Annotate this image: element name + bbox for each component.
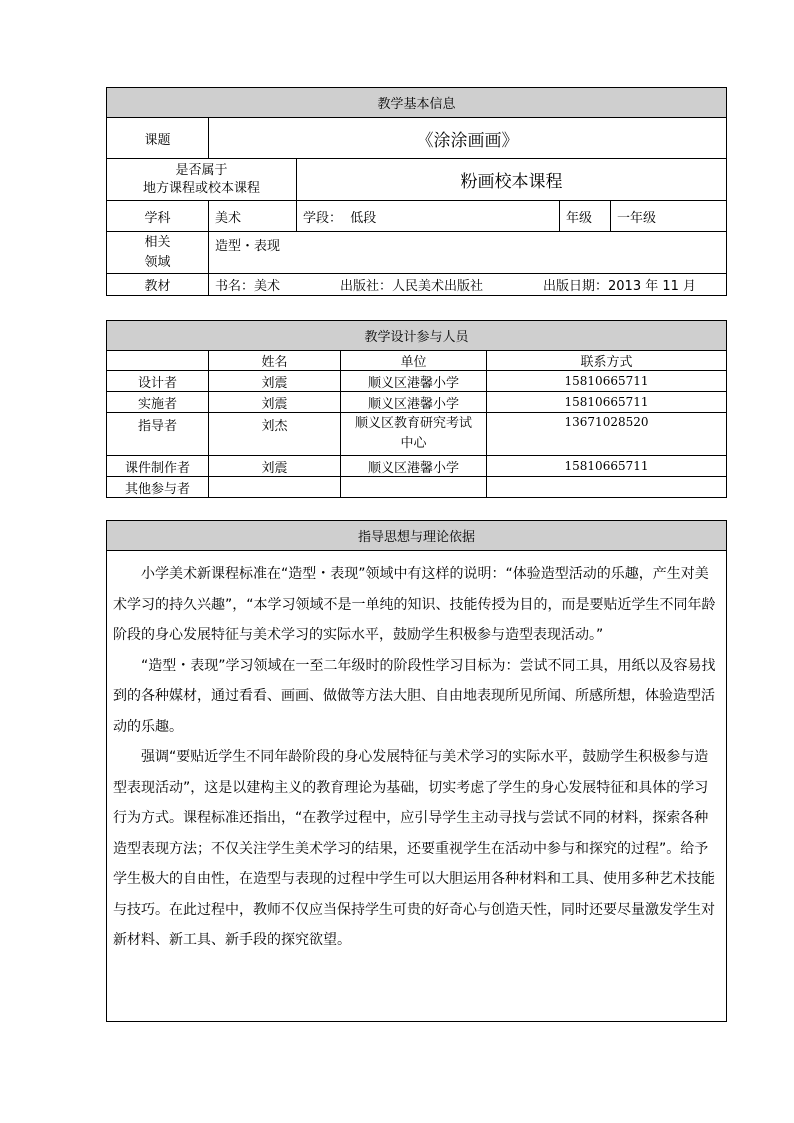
- name-cell: [209, 477, 341, 498]
- col-header-unit: 单位: [341, 351, 487, 371]
- book-name: 书名：美术: [215, 279, 281, 294]
- theory-paragraph-2: “造型・表现”学习领域在一至二年级时的阶段性学习目标为：尝试不同工具，用纸以及容易找到的各种媒材，通过看看、画画、做做等方法大胆、自由地表现所见所闻、所感所想，体验造型活动的乐趣。: [113, 657, 716, 735]
- unit-line2: 中心: [400, 436, 427, 451]
- table-row: [107, 477, 727, 498]
- theory-table: [106, 520, 727, 1022]
- course-type-value: 粉画校本课程: [297, 159, 727, 201]
- theory-paragraph-3: 强调“要贴近学生不同年龄阶段的身心发展特征与美术学习的实际水平，鼓励学生积极参与造型表现活动”，这是以建构主义的教育理论为基础，切实考虑了学生的身心发展特征和具体的学习行为方式。课程标准还指出，“在教学过程中，应引导学生主动寻找与尝试不同的材料，探索各种造型表现方法；不仅关注学生美术学习的结果，还要重视学生在活动中参与和探究的过程”。给予学生极大的自由性，在造型与表现的过程中学生可以大胆运用各种材料和工具、使用多种艺术技能与技巧。在此过程中，教师不仅应当保持学生可贵的好奇心与创造天性，同时还要尽量激发学生对新材料、新工具、新手段的探究欲望。: [113, 749, 715, 948]
- role-cell: 实施者: [107, 392, 209, 413]
- col-header-role: [107, 351, 209, 371]
- col-header-contact: 联系方式: [487, 351, 727, 371]
- unit-line1: 顺义区教育研究考试: [354, 416, 472, 431]
- theory-body: [107, 551, 727, 1022]
- name-cell: 刘震: [209, 456, 341, 477]
- domain-label-line2: 领域: [144, 254, 171, 270]
- theory-header: 指导思想与理论依据: [107, 521, 727, 551]
- role-cell: 设计者: [107, 371, 209, 392]
- topic-value: 《涂涂画画》: [209, 118, 727, 159]
- table-row: [107, 456, 727, 477]
- unit-cell: 顺义区港馨小学: [341, 392, 487, 413]
- table-row: [107, 371, 727, 392]
- grade-value: 一年级: [611, 201, 727, 232]
- name-cell: 刘震: [209, 392, 341, 413]
- textbook-label: 教材: [107, 274, 209, 296]
- course-type-label: [107, 159, 297, 201]
- stage-label: 学段：: [303, 210, 343, 226]
- domain-label: [107, 232, 209, 274]
- contact-cell: 15810665711: [487, 456, 727, 477]
- course-type-label-line2: 地方课程或校本课程: [142, 180, 260, 196]
- role-cell: 指导者: [107, 413, 209, 456]
- unit-cell: [341, 413, 487, 456]
- table-row: [107, 413, 727, 456]
- domain-label-line1: 相关: [144, 234, 171, 250]
- publish-date: 出版日期：2013 年 11 月: [543, 279, 697, 294]
- unit-cell: 顺义区港馨小学: [341, 456, 487, 477]
- participants-table: [106, 320, 727, 498]
- topic-label: 课题: [107, 118, 209, 159]
- contact-cell: 13671028520: [487, 413, 727, 456]
- stage-value: 低段: [350, 210, 377, 226]
- table-row: [107, 392, 727, 413]
- role-cell: 其他参与者: [107, 477, 209, 498]
- stage-cell: [297, 201, 560, 232]
- basic-info-header: 教学基本信息: [107, 88, 727, 118]
- participants-header: 教学设计参与人员: [107, 321, 727, 351]
- name-cell: 刘震: [209, 371, 341, 392]
- name-cell: 刘杰: [209, 413, 341, 456]
- subject-label: 学科: [107, 201, 209, 232]
- publisher: 出版社：人民美术出版社: [340, 279, 484, 294]
- domain-value: 造型・表现: [209, 232, 727, 274]
- contact-cell: 15810665711: [487, 392, 727, 413]
- grade-label: 年级: [560, 201, 611, 232]
- unit-cell: [341, 477, 487, 498]
- basic-info-table: [106, 87, 727, 296]
- contact-cell: 15810665711: [487, 371, 727, 392]
- role-cell: 课件制作者: [107, 456, 209, 477]
- theory-paragraph-1: 小学美术新课程标准在“造型・表现”领域中有这样的说明：“体验造型活动的乐趣，产生对美术学习的持久兴趣”，“本学习领域不是一单纯的知识、技能传授为目的，而是要贴近学生不同年龄阶段的身心发展特征与美术学习的实际水平，鼓励学生积极参与造型表现活动。”: [113, 566, 716, 643]
- subject-value: 美术: [209, 201, 297, 232]
- col-header-name: 姓名: [209, 351, 341, 371]
- unit-cell: 顺义区港馨小学: [341, 371, 487, 392]
- textbook-info: [209, 274, 727, 296]
- contact-cell: [487, 477, 727, 498]
- course-type-label-line1: 是否属于: [175, 162, 228, 178]
